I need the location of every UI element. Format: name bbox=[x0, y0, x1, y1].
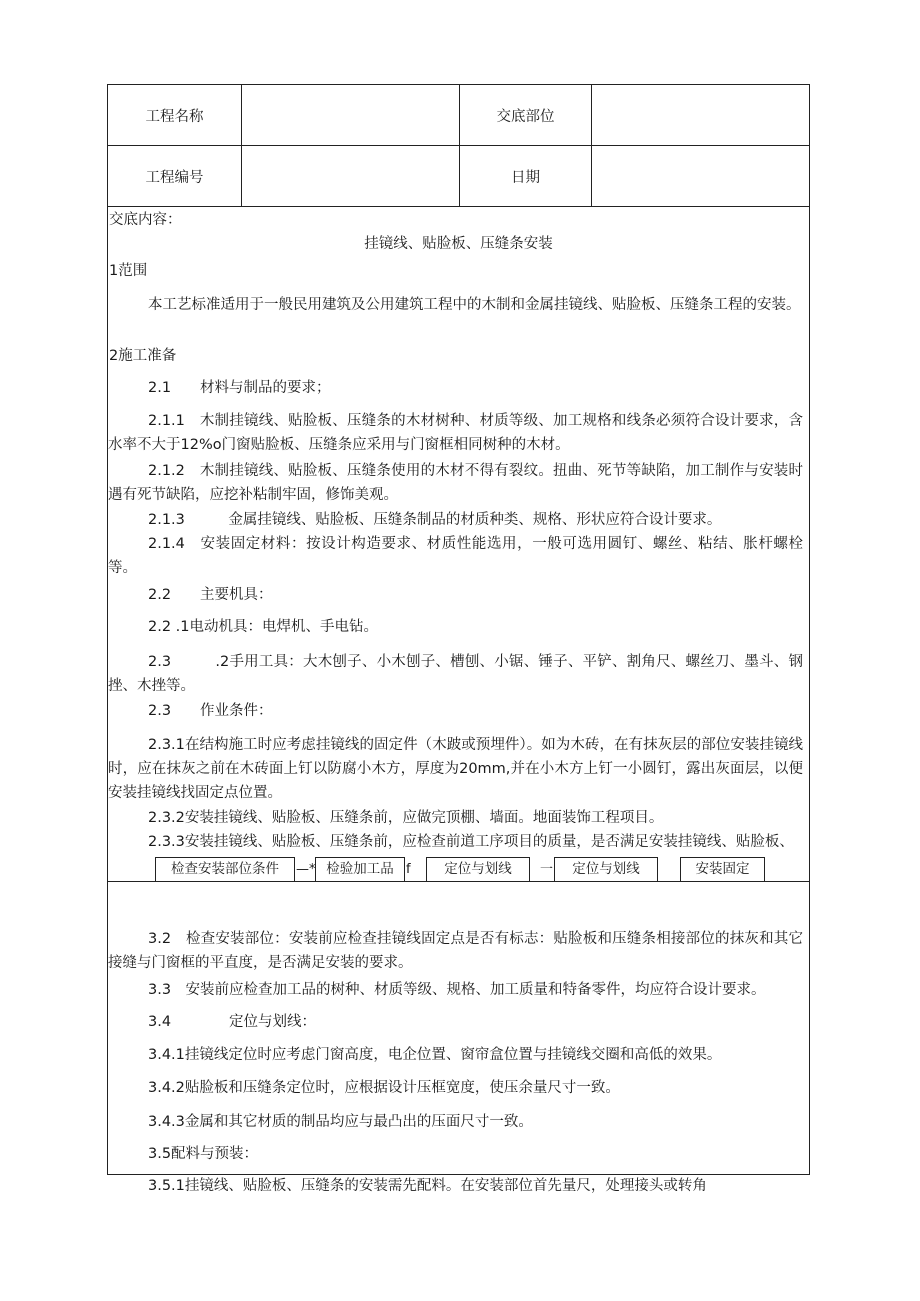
header-col-divider-2 bbox=[459, 85, 460, 206]
item-2-1-1: 2.1.1 木制挂镜线、贴脸板、压缝条的木材树种、材质等级、加工规格和线条必须符合设计要求，含水率不大于12%o门窗贴脸板、压缝条应采用与门窗框相同树种的木材。 bbox=[108, 413, 803, 453]
item-2-1-4: 2.1.4 安装固定材料：按设计构造要求、材质性能选用，一般可选用圆钉、螺丝、粘结、胀杆螺栓等。 bbox=[108, 536, 803, 576]
item-3-4-3: 3.4.3金属和其它材质的制品均应与最凸出的压面尺寸一致。 bbox=[148, 1114, 533, 1130]
item-2-2: 2.2 主要机具： bbox=[148, 587, 273, 603]
flow-arrow-1: —* bbox=[296, 862, 316, 877]
item-2-3-1: 2.3.1在结构施工时应考虑挂镜线的固定件（木跛或预埋件）。如为木砖，在有抹灰层的部位安装挂镜线时，应在抹灰之前在木砖面上钉以防腐小木方，厚度为20mm,并在小木方上钉一小圆钉，露出灰面层，以便安装挂镜线找固定点位置。 bbox=[108, 737, 803, 801]
item-2-1-2: 2.1.2 木制挂镜线、贴脸板、压缝条使用的木材不得有裂纹。扭曲、死节等缺陷，加工制作与安装时遇有死节缺陷，应挖补粘制牢固，修饰美观。 bbox=[108, 463, 803, 503]
date-label: 日期 bbox=[511, 170, 540, 186]
item-2-3-2: 2.3.2安装挂镜线、贴脸板、压缝条前，应做完顶棚、墙面。地面装饰工程项目。 bbox=[148, 810, 664, 826]
flow-step-install-fix: 安装固定 bbox=[680, 857, 765, 881]
intro-label: 交底内容： bbox=[109, 212, 182, 228]
header-col-divider-3 bbox=[591, 85, 592, 206]
flow-arrow-3: 一 bbox=[540, 862, 554, 877]
section-2-heading: 2施工准备 bbox=[109, 348, 177, 364]
section-1-heading: 1范围 bbox=[109, 263, 148, 279]
item-2-3-tools: 2.3 .2手用工具：大木刨子、小木刨子、槽刨、小锯、锤子、平铲、割角尺、螺丝刀、墨斗、钢挫、木挫等。 bbox=[108, 654, 803, 694]
flow-step-positioning-1: 定位与划线 bbox=[426, 857, 530, 881]
flow-step-inspect-products: 检验加工品 bbox=[315, 857, 405, 881]
handover-part-label: 交底部位 bbox=[496, 109, 555, 125]
item-2-3: 2.3 作业条件： bbox=[148, 703, 273, 719]
flow-row-divider bbox=[108, 881, 809, 882]
item-3-2: 3.2 检查安装部位：安装前应检查挂镜线固定点是否有标志：贴脸板和压缝条相接部位的抹灰和其它接缝与门窗框的平直度，是否满足安装的要求。 bbox=[108, 931, 803, 971]
item-3-3: 3.3 安装前应检查加工品的树种、材质等级、规格、加工质量和特备零件，均应符合设计要求。 bbox=[148, 982, 766, 998]
header-bottom-divider bbox=[108, 206, 809, 207]
flow-step-check-conditions: 检查安装部位条件 bbox=[155, 857, 295, 881]
flow-step-positioning-2: 定位与划线 bbox=[554, 857, 658, 881]
handover-form bbox=[107, 84, 810, 1194]
document-title: 挂镜线、贴脸板、压缝条安装 bbox=[364, 236, 553, 252]
header-col-divider-1 bbox=[241, 85, 242, 206]
item-2-1: 2.1 材料与制品的要求； bbox=[148, 380, 331, 396]
section-1-text: 本工艺标准适用于一般民用建筑及公用建筑工程中的木制和金属挂镜线、贴脸板、压缝条工程的安装。 bbox=[148, 297, 801, 313]
item-3-4-2: 3.4.2贴脸板和压缝条定位时，应根据设计压框宽度，使压余量尺寸一致。 bbox=[148, 1080, 620, 1096]
flow-arrow-2: f bbox=[406, 862, 411, 877]
item-3-4: 3.4 定位与划线： bbox=[148, 1014, 317, 1030]
project-name-label: 工程名称 bbox=[145, 109, 204, 125]
item-2-2-1: 2.2 .1电动机具：电焊机、手电钻。 bbox=[148, 619, 379, 635]
project-number-label: 工程编号 bbox=[145, 170, 204, 186]
item-3-4-1: 3.4.1挂镜线定位时应考虑门窗高度，电企位置、窗帘盒位置与挂镜线交圈和高低的效果。 bbox=[148, 1047, 722, 1063]
item-3-5-1: 3.5.1挂镜线、贴脸板、压缝条的安装需先配料。在安装部位首先量尺，处理接头或转角 bbox=[148, 1178, 707, 1194]
item-2-3-3: 2.3.3安装挂镜线、贴脸板、压缝条前，应检查前道工序项目的质量，是否满足安装挂镜线、贴脸板、 bbox=[148, 834, 794, 850]
item-2-1-3: 2.1.3 金属挂镜线、贴脸板、压缝条制品的材质种类、规格、形状应符合设计要求。 bbox=[148, 512, 722, 528]
item-3-5: 3.5配料与预装： bbox=[148, 1146, 259, 1162]
